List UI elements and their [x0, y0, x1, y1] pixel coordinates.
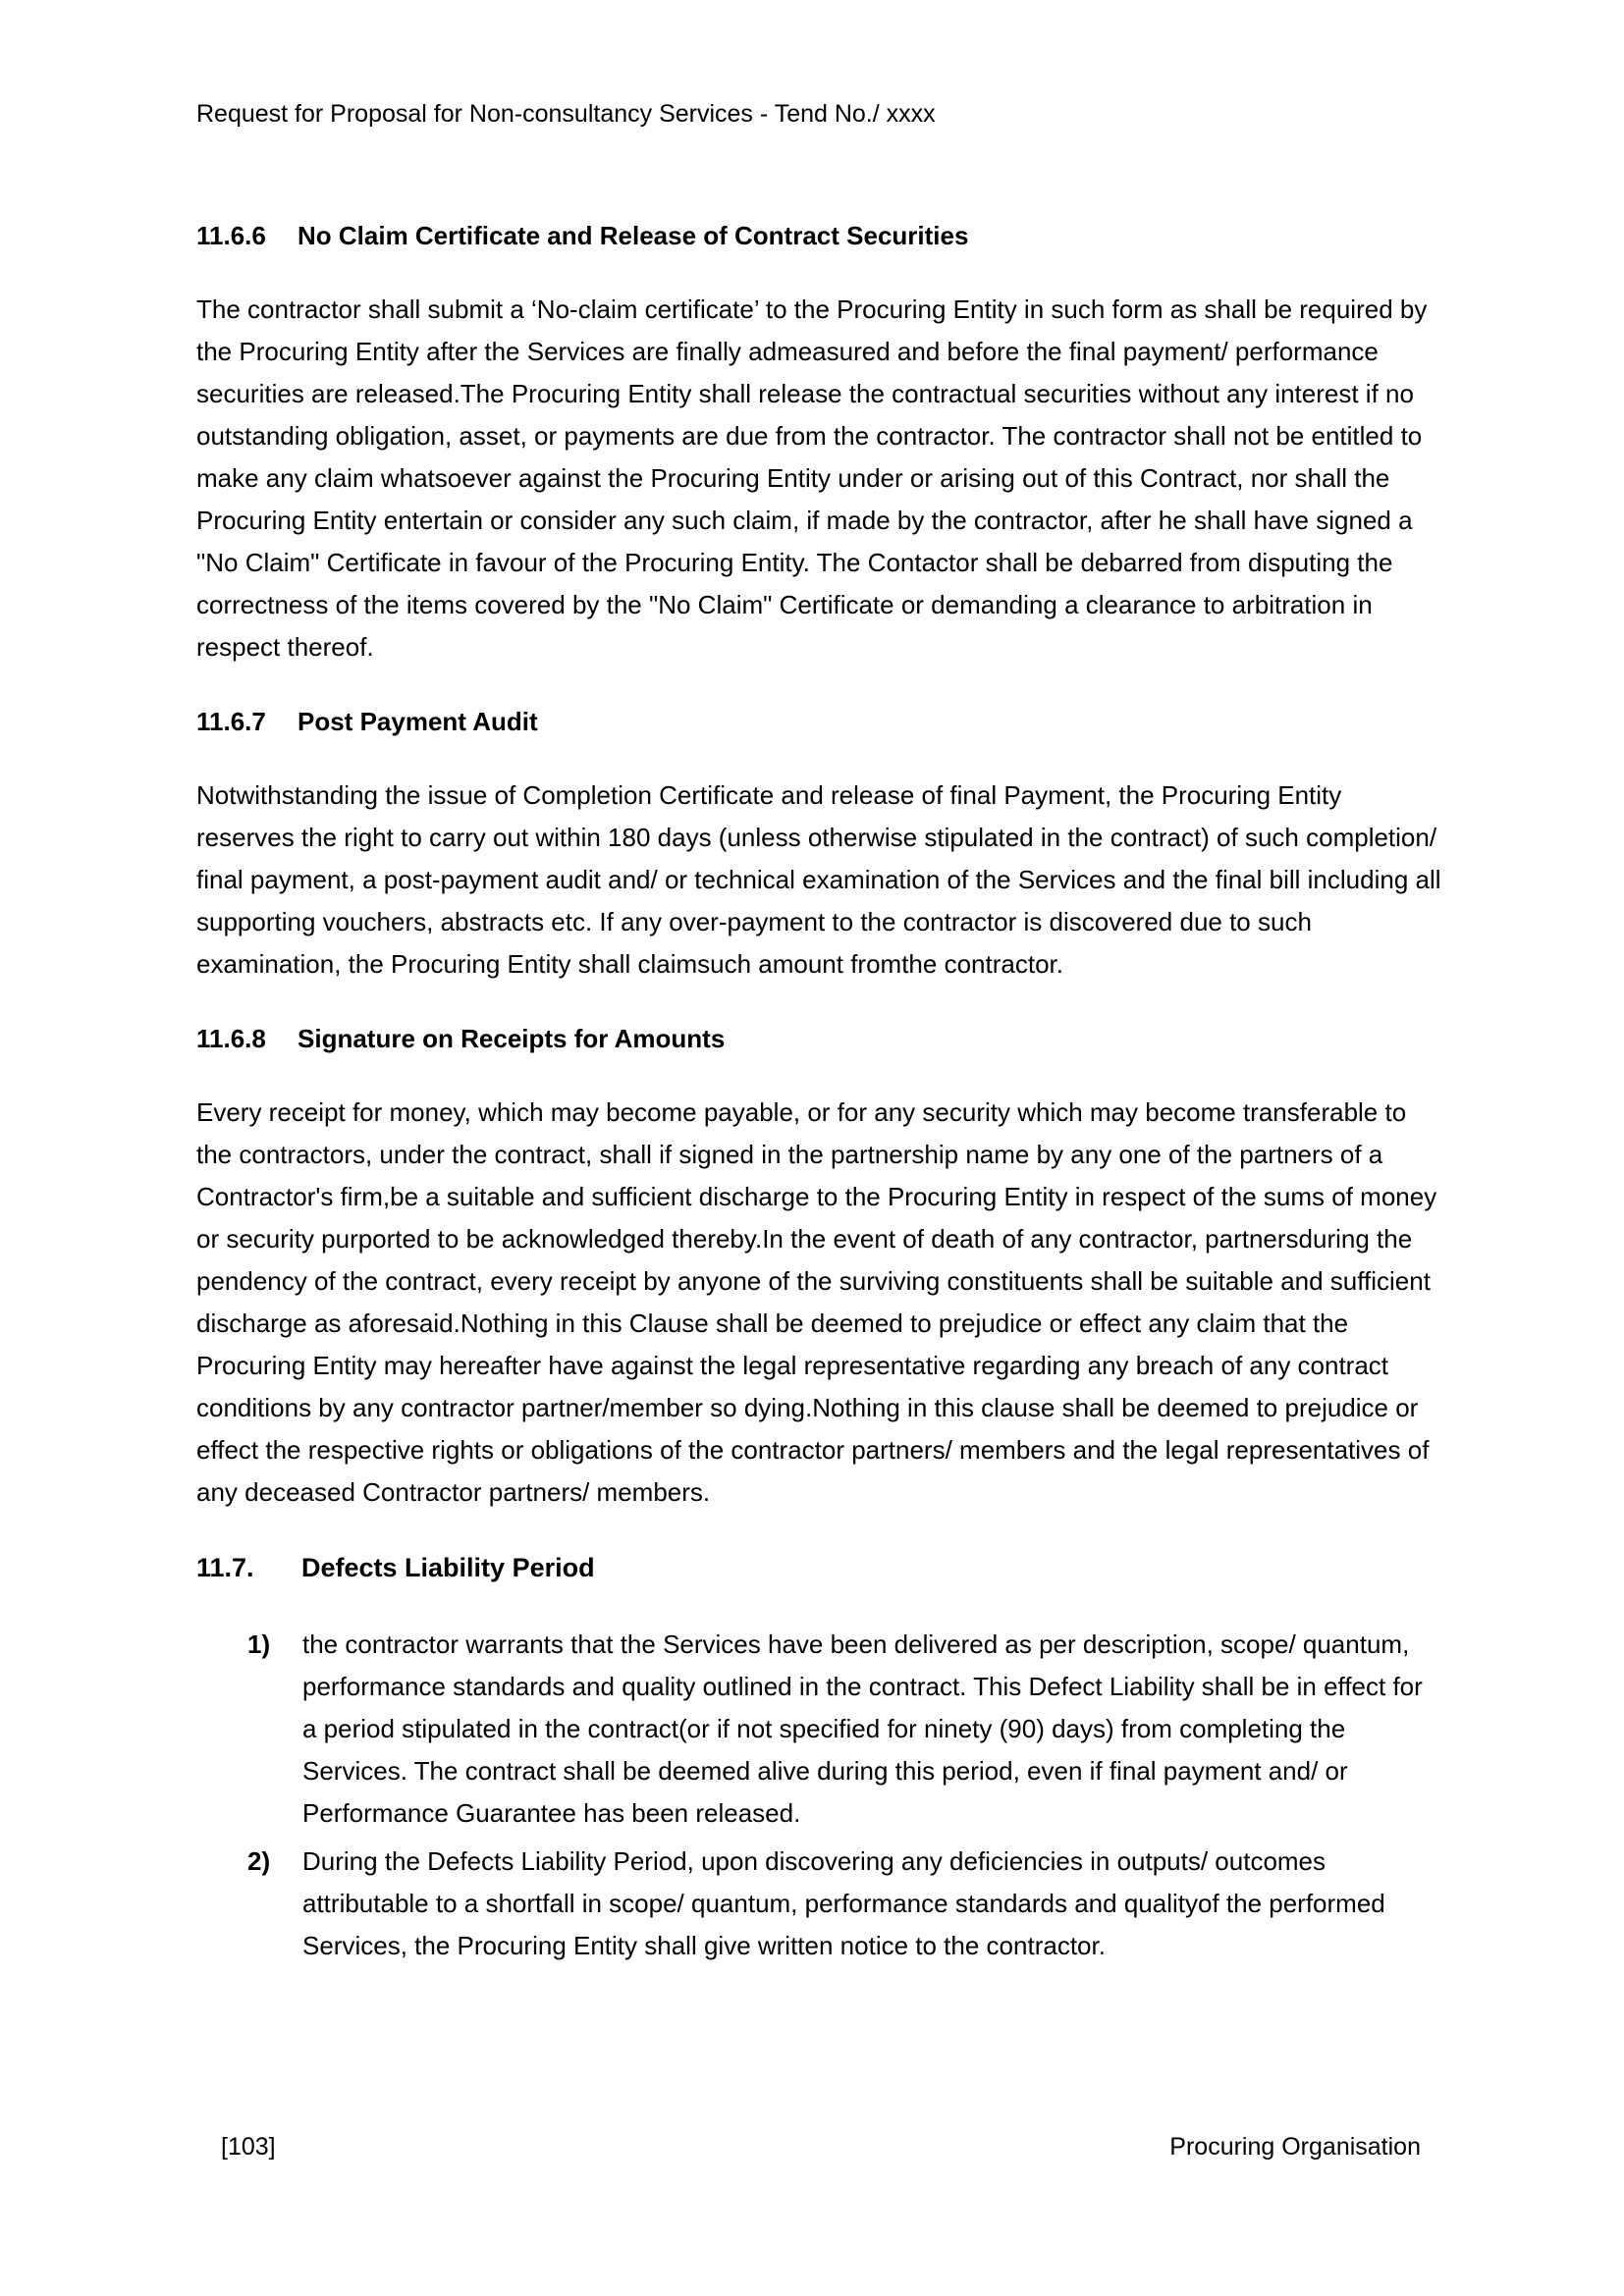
- section-title: Signature on Receipts for Amounts: [298, 1024, 726, 1053]
- list-item-marker: 1): [247, 1629, 271, 1659]
- section-paragraph: Every receipt for money, which may become payable, or for any security which may become transferable to the contractors, under the contract, shall if signed in the partnership name by any one of the partners of a Contractor's firm,be a suitable and sufficient discharge to the Procuring Entity in respect of the sums of money or security purported to be acknowledged thereby.In the event of death of any contractor, partnersduring the pendency of the contract, every receipt by anyone of the surviving constituents shall be suitable and sufficient discharge as aforesaid.Nothing in this Clause shall be deemed to prejudice or effect any claim that the Procuring Entity may hereafter have against the legal representative regarding any breach of any contract conditions by any contractor partner/member so dying.Nothing in this clause shall be deemed to prejudice or effect the respective rights or obligations of the contractor partners/ members and the legal representatives of any deceased Contractor partners/ members.: [196, 1097, 1437, 1507]
- subsection-heading: [196, 1551, 1441, 1584]
- section-11-6-6: [196, 220, 1441, 668]
- list-item-text: During the Defects Liability Period, upon discovering any deficiencies in outputs/ outcomes attributable to a shortfall in scope/ quantum, performance standards and qualityof the performed Services, the Procuring Entity shall give written notice to the contractor.: [302, 1846, 1385, 1960]
- section-paragraph: Notwithstanding the issue of Completion Certificate and release of final Payment, the Procuring Entity reserves the right to carry out within 180 days (unless otherwise stipulated in the contract) of such completion/ final payment, a post-payment audit and/ or technical examination of the Services and the final bill including all supporting vouchers, abstracts etc. If any over-payment to the contractor is discovered due to such examination, the Procuring Entity shall claimsuch amount fromthe contractor.: [196, 780, 1441, 979]
- section-11-6-7: [196, 706, 1441, 986]
- footer-organisation: Procuring Organisation: [1169, 2133, 1421, 2161]
- section-number: 11.6.8: [196, 1024, 266, 1053]
- list-item: [196, 1624, 1441, 1835]
- footer-page-number: [103]: [221, 2133, 276, 2161]
- section-title: Post Payment Audit: [298, 707, 538, 736]
- section-paragraph: The contractor shall submit a ‘No-claim certificate’ to the Procuring Entity in such form as shall be required by the Procuring Entity after the Services are finally admeasured and before the final payment/ performance securities are released.The Procuring Entity shall release the contractual securities without any interest if no outstanding obligation, asset, or payments are due from the contractor. The contractor shall not be entitled to make any claim whatsoever against the Procuring Entity under or arising out of this Contract, nor shall the Procuring Entity entertain or consider any such claim, if made by the contractor, after he shall have signed a "No Claim" Certificate in favour of the Procuring Entity. The Contactor shall be debarred from disputing the correctness of the items covered by the "No Claim" Certificate or demanding a clearance to arbitration in respect thereof.: [196, 294, 1428, 662]
- subsection-number: 11.7.: [196, 1553, 254, 1582]
- section-11-6-8: [196, 1023, 1441, 1514]
- section-number: 11.6.7: [196, 707, 266, 736]
- list-item-marker: 2): [247, 1846, 271, 1876]
- numbered-list: [196, 1624, 1441, 1967]
- list-item-text: the contractor warrants that the Services have been delivered as per description, scope/ quantum, performance standards and quality outlined in the contract. This Defect Liability shall be in effect for a period stipulated in the contract(or if not specified for ninety (90) days) from completing the Services. The contract shall be deemed alive during this period, even if final payment and/ or Performance Guarantee has been released.: [302, 1629, 1423, 1828]
- header-title: Request for Proposal for Non-consultancy Services - Tend No./ xxxx: [196, 100, 936, 128]
- list-item: [196, 1841, 1441, 1967]
- page-footer: [221, 2132, 1421, 2162]
- subsection-title: Defects Liability Period: [301, 1553, 595, 1582]
- section-number: 11.6.6: [196, 221, 266, 250]
- section-11-7: [196, 1551, 1441, 1967]
- section-heading: [196, 220, 1441, 251]
- document-content: [196, 220, 1441, 1973]
- section-heading: [196, 1023, 1441, 1054]
- section-heading: [196, 706, 1441, 737]
- page-header: [196, 99, 1443, 129]
- section-title: No Claim Certificate and Release of Contract Securities: [298, 221, 969, 250]
